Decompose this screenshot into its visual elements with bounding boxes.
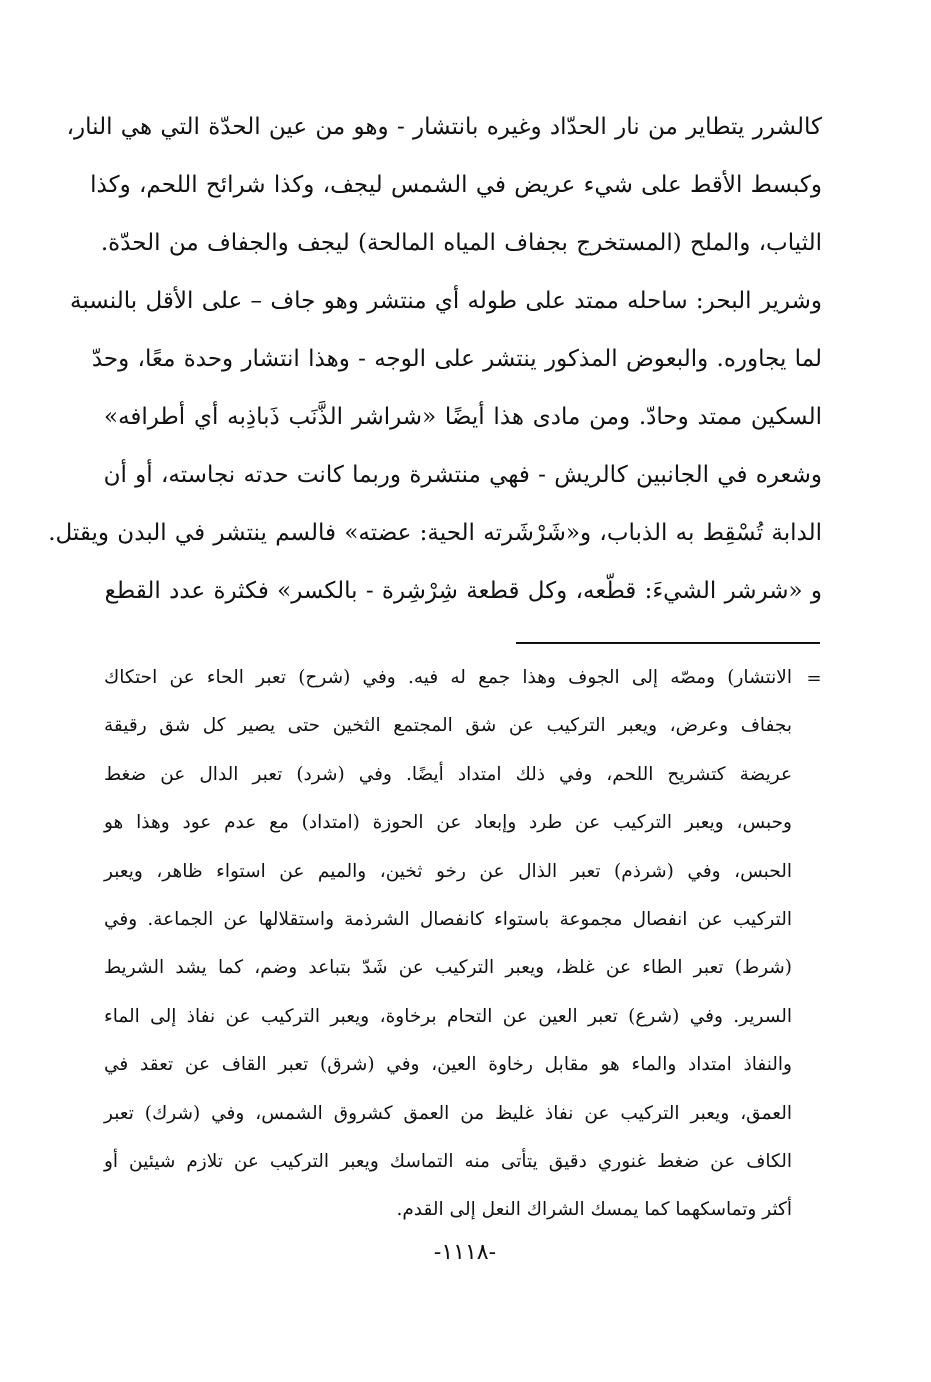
footnote-text [104,654,792,1235]
body-line: وشعره في الجانبين كالريش - فهي منتشرة وربما كانت حدته نجاسته، أو أن [103,462,822,488]
page-number: -١١١٨- [433,1240,497,1265]
body-line: لما يجاوره. والبعوض المذكور ينتشر على الوجه - وهذا انتشار وحدة معًا، وحدّ [91,346,822,372]
body-line: وشرير البحر: ساحله ممتد على طوله أي منتشر وهو جاف – على الأقل بالنسبة [70,288,822,314]
footnote-line: عريضة كتشريح اللحم، وفي ذلك امتداد أيضًا. وفي (شرد) تعبر الدال عن ضغط [104,763,792,785]
footnote-line: بجفاف وعرض، ويعبر التركيب عن شق المجتمع الثخين حتى يصير كل شق رقيقة [104,715,792,737]
body-line: الثياب، والملح (المستخرج بجفاف المياه المالحة) ليجف والجفاف من الحدّة. [100,230,822,256]
footnote-line: وحبس، ويعبر التركيب عن طرد وإبعاد عن الحوزة (امتداد) مع عدم عود وهذا هو [104,812,792,834]
footnote-line: السرير. وفي (شرع) تعبر العين عن التحام برخاوة، ويعبر التركيب عن نفاذ إلى الماء [104,1005,792,1027]
body-line: وكبسط الأقط على شيء عريض في الشمس ليجف، وكذا شرائح اللحم، وكذا [90,172,822,198]
body-line: و «شرشر الشيءَ: قطّعه، وكل قطعة شِرْشِرة - بالكسر» فكثرة عدد القطع [104,578,822,604]
footnote-line: والنفاذ امتداد والماء هو مقابل رخاوة العين، وفي (شرق) تعبر القاف عن تعقد في [104,1054,792,1076]
body-line: السكين ممتد وحادّ. ومن مادى هذا أيضًا «شراشر الذَّنَب ذَباذِبه أي أطرافه» [104,404,822,430]
footnote-line: التركيب عن انفصال مجموعة باستواء كانفصال الشرذمة واستقلالها عن الجماعة. وفي [104,909,792,931]
footnote-continuation-marker: = [806,668,822,689]
footnote-divider [516,642,820,644]
body-line: كالشرر يتطاير من نار الحدّاد وغيره بانتشار - وهو من عين الحدّة التي هي النار، [66,114,822,140]
main-body-text [48,98,822,620]
footnote-line: الانتشار) ومصّه إلى الجوف وهذا جمع له فيه. وفي (شرح) تعبر الحاء عن احتكاك [104,667,792,688]
footnote-line: (شرط) تعبر الطاء عن غلظ، ويعبر التركيب عن شَدّ بتباعد وضم، كما يشد الشريط [104,957,792,979]
footnote-line: العمق، ويعبر التركيب عن نفاذ غليظ من العمق كشروق الشمس، وفي (شرك) تعبر [104,1102,792,1124]
footnote-line: الكاف عن ضغط غنوري دقيق يتأتى منه التماسك ويعبر التركيب عن تلازم شيئين أو [104,1151,792,1173]
footnote-line: الحبس، وفي (شرذم) تعبر الذال عن رخو ثخين، والميم عن استواء ظاهر، ويعبر [104,860,792,882]
footnote-line: أكثر وتماسكهما كما يمسك الشراك النعل إلى القدم. [396,1199,792,1221]
body-line: الدابة تُسْقِط به الذباب، و«شَرْشَرته الحية: عضته» فالسم ينتشر في البدن ويقتل. [48,520,822,546]
